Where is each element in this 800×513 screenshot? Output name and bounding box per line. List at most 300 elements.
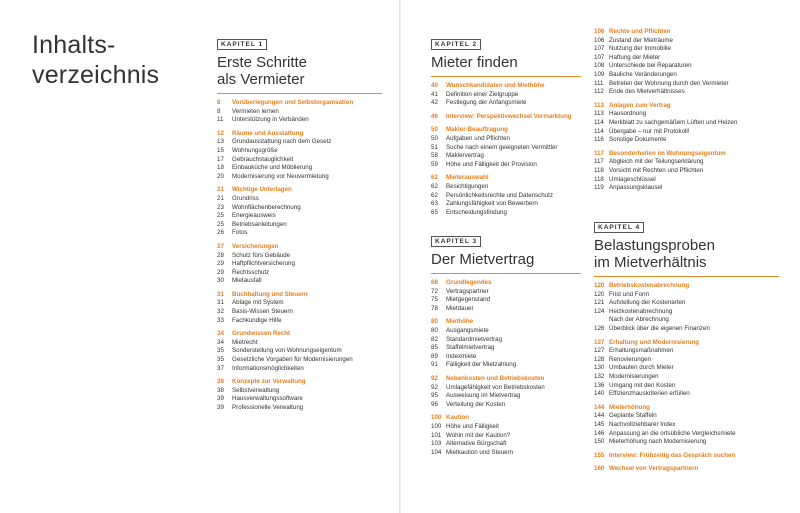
toc-entry[interactable] <box>217 395 382 404</box>
chapter-title-line: Mieter finden <box>431 54 518 71</box>
entry-page-number: 136 <box>594 381 605 389</box>
entry-title: Mieterhöhung nach Modernisierung <box>609 438 707 446</box>
entry-page-number: 126 <box>594 324 605 332</box>
toc-entry[interactable] <box>217 195 382 204</box>
toc-section <box>594 465 779 474</box>
toc-entry[interactable] <box>594 176 779 185</box>
entry-title: Umlagefähigkeit von Betriebskosten <box>446 383 545 391</box>
toc-entry[interactable] <box>594 80 779 89</box>
section-title: Vorüberlegungen und Selbstorganisation <box>232 99 354 106</box>
entry-page-number: 96 <box>431 400 438 408</box>
section-page-number: 127 <box>594 338 605 346</box>
entry-title: Energieausweis <box>232 212 276 220</box>
entry-page-number: 104 <box>431 448 442 456</box>
entry-page-number: 38 <box>217 386 224 394</box>
entry-title: Grundausstattung nach dem Gesetz <box>232 138 332 146</box>
entry-page-number: 62 <box>431 191 438 199</box>
toc-section <box>217 243 382 286</box>
toc-entry[interactable] <box>217 339 382 348</box>
toc-entry[interactable] <box>217 277 382 286</box>
entry-page-number: 130 <box>594 364 605 372</box>
entry-title: Nachvollziehbarer Index <box>609 420 676 428</box>
toc-section <box>431 113 581 122</box>
chapter-3 <box>431 230 581 457</box>
toc-entry[interactable] <box>594 110 779 119</box>
entry-title: Standardmietvertrag <box>446 335 503 343</box>
toc-entry[interactable] <box>431 135 581 144</box>
entry-page-number: 92 <box>431 383 438 391</box>
section-heading[interactable] <box>431 279 581 288</box>
entry-title: Modernisierung vor Neuvermietung <box>232 172 329 180</box>
section-title: Konzepte zur Verwaltung <box>232 378 306 386</box>
entry-page-number: 30 <box>217 277 224 285</box>
toc-entry[interactable] <box>594 382 779 391</box>
entry-page-number: 100 <box>431 422 442 430</box>
entry-title: Überblick über die eigenen Finanzen <box>609 324 710 332</box>
entry-title: Bauliche Veränderungen <box>609 70 677 78</box>
entry-title: Festlegung der Anfangsmiete <box>446 99 527 107</box>
toc-entry[interactable] <box>217 221 382 230</box>
entry-page-number: 17 <box>217 155 224 163</box>
section-page-number: 160 <box>594 465 605 473</box>
entry-title: Besichtigungen <box>446 182 489 190</box>
toc-entry[interactable] <box>594 45 779 54</box>
section-heading[interactable] <box>594 404 779 413</box>
section-title: Mieterauswahl <box>446 174 489 182</box>
toc-entry[interactable] <box>431 361 581 370</box>
section-page-number: 50 <box>431 126 438 134</box>
entry-title: Vertragspartner <box>446 287 489 295</box>
section-heading[interactable] <box>431 126 581 135</box>
section-heading[interactable] <box>431 375 581 384</box>
toc-entry[interactable] <box>431 99 581 108</box>
entry-page-number: 59 <box>431 160 438 168</box>
toc-entry[interactable] <box>594 291 779 300</box>
toc-section <box>594 102 779 145</box>
entry-page-number: 25 <box>217 212 224 220</box>
toc-section <box>217 378 382 412</box>
toc-entry[interactable] <box>431 432 581 441</box>
entry-page-number: 101 <box>431 431 442 439</box>
entry-page-number: 140 <box>594 390 605 398</box>
entry-page-number: 37 <box>217 364 224 372</box>
toc-entry[interactable] <box>594 88 779 97</box>
toc-entry[interactable] <box>431 423 581 432</box>
toc-entry[interactable] <box>594 54 779 63</box>
toc-entry[interactable] <box>431 336 581 345</box>
entry-title: Hausordnung <box>609 110 647 118</box>
chapter-label: KAPITEL 2 <box>431 39 481 50</box>
entry-title: Aufgaben und Pflichten <box>446 134 510 142</box>
section-heading[interactable] <box>594 28 779 37</box>
section-heading[interactable] <box>217 243 382 252</box>
entry-page-number: 132 <box>594 372 605 380</box>
section-heading[interactable] <box>594 102 779 111</box>
entry-page-number: 127 <box>594 347 605 355</box>
entry-page-number: 144 <box>594 412 605 420</box>
entry-page-number: 58 <box>431 152 438 160</box>
toc-section <box>217 330 382 373</box>
entry-title: Mietgegenstand <box>446 296 491 304</box>
toc-section <box>217 186 382 238</box>
section-heading[interactable] <box>217 291 382 300</box>
section-page-number: 68 <box>431 279 438 286</box>
entry-page-number: 35 <box>217 347 224 355</box>
entry-title: Betriebsanleitungen <box>232 220 287 228</box>
entry-title: Verteilung der Kosten <box>446 400 506 408</box>
chapter-title-line: als Vermieter <box>217 71 305 88</box>
entry-title: Professionelle Verwaltung <box>232 404 304 411</box>
entry-title: Hausverwaltungssoftware <box>232 395 303 403</box>
section-heading[interactable] <box>594 452 779 461</box>
entry-page-number: 29 <box>217 260 224 268</box>
entry-title: Indexmiete <box>446 352 477 360</box>
entry-title: Heizkostenabrechnung <box>609 307 673 315</box>
toc-section <box>594 150 779 193</box>
toc-entry[interactable] <box>217 260 382 269</box>
entry-page-number: 80 <box>431 326 438 334</box>
toc-entry[interactable] <box>217 356 382 365</box>
entry-page-number: 11 <box>217 116 224 124</box>
toc-entry[interactable] <box>594 299 779 308</box>
toc-entry[interactable] <box>431 305 581 314</box>
entry-page-number: 41 <box>431 90 438 98</box>
toc-entry[interactable] <box>431 152 581 161</box>
toc-entry[interactable] <box>431 344 581 353</box>
toc-entry[interactable] <box>594 390 779 399</box>
entry-page-number: 32 <box>217 308 224 316</box>
toc-section <box>594 28 779 97</box>
entry-page-number: 72 <box>431 287 438 295</box>
section-heading[interactable] <box>217 186 382 195</box>
toc-entry[interactable] <box>431 144 581 153</box>
toc-entry[interactable] <box>594 128 779 137</box>
section-heading[interactable] <box>431 82 581 91</box>
entry-title: Betreten der Wohnung durch den Vermieter <box>609 79 729 87</box>
section-heading[interactable] <box>594 150 779 159</box>
entry-title: Basis-Wissen Steuern <box>232 308 293 316</box>
entry-title: Ausweisung im Mietvertrag <box>446 392 521 400</box>
entry-title: Vorsicht mit Rechten und Pflichten <box>609 166 704 174</box>
toc-entry[interactable] <box>217 387 382 396</box>
entry-title: Fotos <box>232 229 248 237</box>
toc-entry[interactable] <box>217 147 382 156</box>
section-heading[interactable] <box>431 318 581 327</box>
toc-entry[interactable] <box>594 136 779 145</box>
toc-entry[interactable] <box>431 401 581 410</box>
entry-page-number <box>594 316 609 325</box>
chapter-title <box>217 54 382 88</box>
entry-title: Höhe und Fälligkeit <box>446 422 499 430</box>
entry-page-number: 116 <box>594 136 604 144</box>
entry-title: Entscheidungsfindung <box>446 208 507 216</box>
toc-entry[interactable] <box>594 421 779 430</box>
entry-page-number: 118 <box>594 166 604 174</box>
entry-page-number: 75 <box>431 296 438 304</box>
toc-entry[interactable] <box>217 204 382 213</box>
toc-entry[interactable] <box>594 325 779 334</box>
toc-section <box>594 339 779 399</box>
entry-title: Rechtsschutz <box>232 268 270 276</box>
entry-page-number: 15 <box>217 146 224 154</box>
toc-entry[interactable] <box>431 296 581 305</box>
toc-entry[interactable] <box>594 356 779 365</box>
toc-entry[interactable] <box>431 353 581 362</box>
toc-section <box>217 99 382 125</box>
section-heading[interactable] <box>217 130 382 139</box>
entry-title: Wohnungsgröße <box>232 146 278 154</box>
entry-title: Haftpflichtversicherung <box>232 260 295 268</box>
section-page-number: 117 <box>594 149 604 157</box>
entry-title: Merkblatt zu sachgemäßem Lüften und Heizen <box>609 118 738 126</box>
toc-entry[interactable] <box>431 440 581 449</box>
section-title: Makler-Beauftragung <box>446 126 508 134</box>
toc-entry[interactable] <box>217 108 382 117</box>
section-title: Besonderheiten im Wohnungseigentum <box>609 149 726 157</box>
entry-title: Gesetzliche Vorgaben für Modernisierungen <box>232 356 353 364</box>
toc-entry[interactable] <box>217 299 382 308</box>
chapter-divider <box>431 76 581 77</box>
entry-page-number: 78 <box>431 304 438 312</box>
section-page-number: 92 <box>431 374 438 382</box>
entry-title: Alternative Bürgschaft <box>446 440 507 448</box>
entry-page-number: 120 <box>594 290 605 298</box>
section-page-number: 12 <box>217 129 224 137</box>
entry-page-number: 150 <box>594 438 605 446</box>
toc-entry[interactable] <box>594 347 779 356</box>
entry-page-number: 21 <box>217 194 224 202</box>
entry-title: Sonderstellung von Wohnungseigentum <box>232 347 342 355</box>
toc-entry[interactable] <box>594 37 779 46</box>
section-heading[interactable] <box>217 378 382 387</box>
toc-entry[interactable] <box>594 167 779 176</box>
toc-entry[interactable] <box>431 200 581 209</box>
section-heading[interactable] <box>594 465 779 474</box>
section-title: Interview: Frühzeitig das Gespräch suchen <box>609 451 736 459</box>
entry-page-number: 26 <box>217 229 224 237</box>
section-title: Grundlegendes <box>446 279 492 286</box>
toc-entry[interactable] <box>217 269 382 278</box>
section-page-number: 21 <box>217 186 224 194</box>
section-page-number: 27 <box>217 242 224 250</box>
chapter-title <box>594 237 779 271</box>
chapter-title-line: Erste Schritte <box>217 54 308 71</box>
entry-page-number: 109 <box>594 70 605 78</box>
toc-entry[interactable] <box>217 156 382 165</box>
section-heading[interactable] <box>431 113 581 122</box>
section-heading[interactable] <box>217 99 382 108</box>
entry-page-number: 51 <box>431 143 438 151</box>
section-title: Kaution <box>446 414 470 422</box>
section-page-number: 100 <box>431 414 442 422</box>
toc-entry[interactable] <box>217 365 382 374</box>
toc-entry[interactable] <box>594 373 779 382</box>
chapter-title-line: Belastungsproben <box>594 237 715 254</box>
toc-entry[interactable] <box>431 384 581 393</box>
entry-page-number: 18 <box>217 164 224 172</box>
section-page-number: 46 <box>431 112 438 120</box>
section-page-number: 80 <box>431 318 438 326</box>
toc-entry[interactable] <box>217 347 382 356</box>
toc-entry[interactable] <box>431 161 581 170</box>
section-page-number: 62 <box>431 174 438 182</box>
toc-entry[interactable] <box>431 392 581 401</box>
toc-section <box>594 282 779 334</box>
entry-page-number: 108 <box>594 62 605 70</box>
entry-page-number: 89 <box>431 352 438 360</box>
toc-entry[interactable] <box>217 138 382 147</box>
entry-title: Ablage mit System <box>232 299 284 307</box>
page-gutter <box>399 0 401 513</box>
entry-title: Nach der Abrechnung <box>609 316 669 324</box>
entry-page-number: 91 <box>431 361 438 369</box>
entry-page-number: 31 <box>217 299 224 307</box>
entry-title: Aufstellung der Kostenarten <box>609 299 686 307</box>
toc-entry[interactable] <box>594 71 779 80</box>
entry-page-number: 145 <box>594 420 605 428</box>
chapter-divider <box>431 273 581 274</box>
section-page-number: 40 <box>431 82 438 89</box>
entry-title: Ende des Mietverhältnisses <box>609 88 685 96</box>
entry-page-number: 114 <box>594 127 604 135</box>
section-heading[interactable] <box>431 174 581 183</box>
entry-page-number: 25 <box>217 220 224 228</box>
chapter-3-continued <box>594 28 779 193</box>
entry-page-number: 112 <box>594 88 604 96</box>
entry-title: Nutzung der Immobilie <box>609 45 671 53</box>
section-page-number: 38 <box>217 378 224 386</box>
section-title: Wechsel von Vertragspartnern <box>609 465 699 473</box>
toc-title <box>32 30 159 90</box>
toc-entry[interactable] <box>431 183 581 192</box>
toc-section <box>217 130 382 182</box>
toc-entry[interactable] <box>594 184 779 193</box>
entry-title: Suche nach einem geeigneten Vermittler <box>446 143 558 151</box>
entry-title: Effizienzhauskriterien erfüllen <box>609 390 690 398</box>
entry-page-number: 103 <box>431 440 442 448</box>
entry-title: Unterschiede bei Reparaturen <box>609 62 692 70</box>
toc-entry[interactable] <box>217 116 382 125</box>
toc-entry[interactable] <box>594 438 779 447</box>
entry-title: Geplante Staffeln <box>609 412 657 420</box>
section-title: Interview: Perspektivwechsel Vermarktung <box>446 112 572 120</box>
entry-page-number: 42 <box>431 99 438 107</box>
section-page-number: 34 <box>217 330 224 338</box>
section-title: Grundwissen Recht <box>232 330 291 338</box>
entry-title: Umgang mit den Kosten <box>609 381 676 389</box>
section-heading[interactable] <box>217 330 382 339</box>
toc-entry[interactable] <box>431 449 581 458</box>
entry-title: Höhe und Fälligkeit der Provision <box>446 160 537 168</box>
section-title: Versicherungen <box>232 242 279 250</box>
chapter-4 <box>594 216 779 474</box>
entry-page-number: 82 <box>431 335 438 343</box>
toc-section <box>217 291 382 325</box>
entry-page-number: 8 <box>217 107 221 115</box>
chapter-1 <box>217 33 382 413</box>
entry-page-number: 119 <box>594 184 604 192</box>
toc-entry[interactable] <box>594 119 779 128</box>
section-page-number: 120 <box>594 282 605 289</box>
entry-page-number: 111 <box>594 79 604 87</box>
chapter-title-line: Der Mietvertrag <box>431 251 535 268</box>
entry-page-number: 34 <box>217 338 224 346</box>
entry-page-number: 39 <box>217 404 224 411</box>
entry-title: Informationsmöglichkeiten <box>232 364 304 372</box>
entry-title: Selbstverwaltung <box>232 386 280 394</box>
entry-title: Haftung der Mieter <box>609 53 661 61</box>
section-title: Anlagen zum Vertrag <box>609 101 671 109</box>
section-title: Erhaltung und Modernisierung <box>609 338 700 346</box>
toc-entry[interactable] <box>217 212 382 221</box>
toc-entry[interactable] <box>431 327 581 336</box>
section-page-number: 155 <box>594 451 605 459</box>
chapter-label: KAPITEL 1 <box>217 39 267 50</box>
chapter-title <box>431 251 581 268</box>
toc-section <box>594 452 779 461</box>
entry-title: Persönlichkeitsrechte und Datenschutz <box>446 191 553 199</box>
entry-title: Einbauküche und Möblierung <box>232 164 313 172</box>
entry-title: Abgleich mit der Teilungserklärung <box>609 158 704 166</box>
toc-entry[interactable] <box>594 62 779 71</box>
entry-page-number: 39 <box>217 395 224 403</box>
section-title: Buchhaltung und Steuern <box>232 290 308 298</box>
entry-title: Definition einer Zielgruppe <box>446 90 519 98</box>
entry-title: Ausgangsmiete <box>446 326 489 334</box>
toc-entry[interactable] <box>217 173 382 182</box>
entry-title: Mietdauer <box>446 304 474 312</box>
entry-title: Anpassung an die ortsübliche Vergleichsmiete <box>609 429 736 437</box>
toc-entry[interactable] <box>594 364 779 373</box>
toc-entry[interactable] <box>594 430 779 439</box>
entry-page-number: 23 <box>217 203 224 211</box>
entry-title: Unterstützung in Verbänden <box>232 116 309 124</box>
toc-entry[interactable] <box>594 412 779 421</box>
section-heading[interactable] <box>594 282 779 291</box>
entry-page-number: 29 <box>217 268 224 276</box>
toc-entry[interactable] <box>217 164 382 173</box>
toc-entry[interactable] <box>431 209 581 218</box>
section-heading[interactable] <box>594 339 779 348</box>
section-page-number: 106 <box>594 28 605 35</box>
toc-entry[interactable] <box>594 158 779 167</box>
toc-entry[interactable] <box>217 308 382 317</box>
toc-entry[interactable] <box>217 229 382 238</box>
toc-entry[interactable] <box>217 252 382 261</box>
toc-entry[interactable] <box>431 192 581 201</box>
entry-title: Grundriss <box>232 194 259 202</box>
entry-title: Vermieten lernen <box>232 107 279 115</box>
chapter-divider <box>594 276 779 277</box>
entry-title: Wohnflächenberechnung <box>232 203 301 211</box>
toc-section <box>431 82 581 108</box>
section-heading[interactable] <box>431 414 581 423</box>
toc-entry[interactable] <box>217 404 382 413</box>
entry-title: Anpassungsklausel <box>609 184 663 192</box>
entry-title: Frist und Form <box>609 290 650 298</box>
toc-entry[interactable] <box>594 316 779 325</box>
section-title: Nebenkosten und Betriebskosten <box>446 374 545 382</box>
toc-entry[interactable] <box>431 288 581 297</box>
toc-entry[interactable] <box>431 91 581 100</box>
entry-title: Mietausfall <box>232 277 262 285</box>
entry-title: Fälligkeit der Mietzahlung <box>446 361 517 369</box>
entry-page-number: 146 <box>594 429 605 437</box>
chapter-divider <box>217 93 382 94</box>
toc-entry[interactable] <box>217 317 382 326</box>
toc-entry[interactable] <box>594 308 779 317</box>
entry-title: Sonstige Dokumente <box>609 136 667 144</box>
